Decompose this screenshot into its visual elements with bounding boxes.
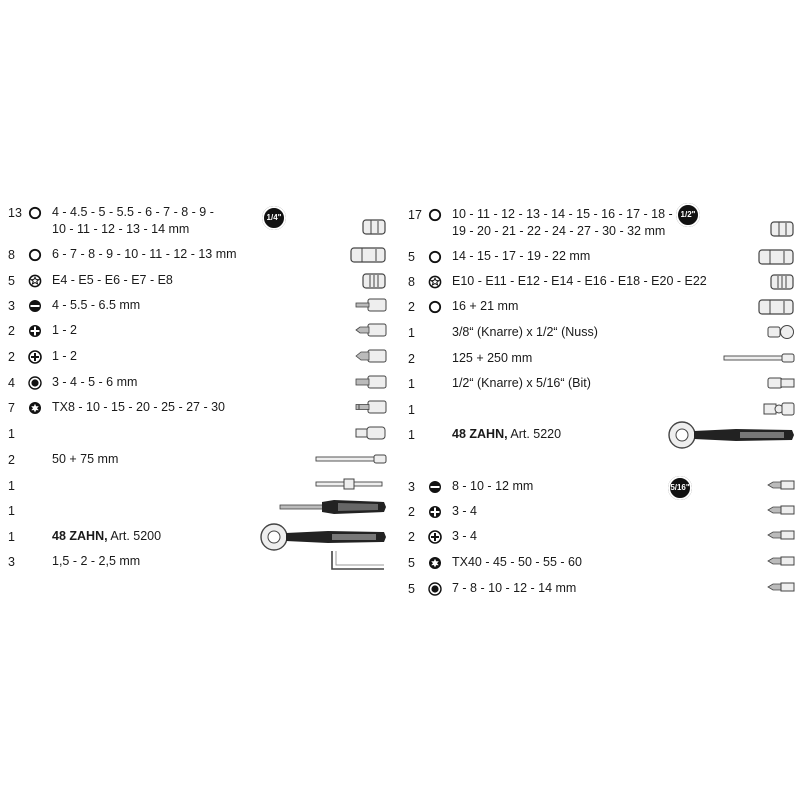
list-item xyxy=(0,348,400,372)
item-description xyxy=(452,478,533,495)
item-sizes-line: 3/8“ (Knarre) x 1/2“ (Nuss) xyxy=(452,325,598,339)
item-description xyxy=(52,399,225,416)
item-quantity: 4 xyxy=(8,376,15,390)
item-sizes-line: 8 - 10 - 12 mm xyxy=(452,479,534,493)
item-name: 48 ZAHN, xyxy=(52,529,108,543)
list-item xyxy=(400,528,800,552)
item-quantity: 5 xyxy=(408,582,415,596)
item-quantity: 1 xyxy=(8,427,15,441)
item-sizes-line: TX8 - 10 - 15 - 20 - 25 - 27 - 30 xyxy=(52,400,225,414)
pozidriv-icon xyxy=(28,350,42,364)
item-sizes-line: 3 - 4 - 5 - 6 mm xyxy=(52,375,138,389)
item-sizes-line: 1 - 2 xyxy=(52,323,78,337)
item-sizes-line: 4 - 4.5 - 5 - 5.5 - 6 - 7 - 8 - 9 - xyxy=(52,205,214,219)
pozidriv-icon xyxy=(428,530,442,544)
list-item xyxy=(0,374,400,398)
item-quantity: 1 xyxy=(408,326,415,340)
drive-size-badge: 5/16" xyxy=(668,476,692,500)
bit-socket-torx-icon xyxy=(354,399,388,420)
torx-icon xyxy=(28,401,42,415)
item-quantity: 17 xyxy=(408,208,422,222)
bit-socket-pz-icon xyxy=(354,348,388,369)
item-article: Art. 5220 xyxy=(507,427,562,441)
item-sizes-line: TX40 - 45 - 50 - 55 - 60 xyxy=(452,555,582,569)
list-item xyxy=(400,503,800,527)
item-description xyxy=(452,206,673,240)
item-sizes-line: 1,5 - 2 - 2,5 mm xyxy=(52,554,141,568)
list-item xyxy=(400,350,800,374)
t-handle-icon xyxy=(314,477,388,496)
item-description xyxy=(52,451,118,468)
list-item xyxy=(400,426,800,450)
torx-icon xyxy=(428,556,442,570)
item-description xyxy=(452,350,532,367)
list-item xyxy=(0,451,400,475)
item-description xyxy=(52,297,140,314)
item-sizes-line: E4 - E5 - E6 - E7 - E8 xyxy=(52,273,173,287)
item-description xyxy=(452,426,561,443)
e-torx-icon xyxy=(428,275,442,289)
adapter-icon xyxy=(354,425,388,446)
item-description xyxy=(452,273,707,290)
bit-socket-hex-icon xyxy=(354,374,388,395)
bit-icon xyxy=(766,503,796,521)
list-item xyxy=(0,272,400,296)
list-item xyxy=(0,297,400,321)
list-item xyxy=(400,375,800,399)
item-sizes-line: 1/2“ (Knarre) x 5/16“ (Bit) xyxy=(452,376,591,390)
ratchet-icon xyxy=(666,420,796,455)
item-quantity: 2 xyxy=(408,300,415,314)
item-quantity: 2 xyxy=(408,505,415,519)
list-item xyxy=(400,324,800,348)
hex-key-icon xyxy=(28,376,42,390)
item-sizes-line: 3 - 4 xyxy=(452,504,478,518)
item-description xyxy=(52,322,77,339)
item-description xyxy=(52,272,173,289)
right-column xyxy=(400,0,800,800)
item-sizes-line: 50 + 75 mm xyxy=(52,452,119,466)
item-sizes-line: 3 - 4 xyxy=(452,529,478,543)
item-sizes-line: 10 - 11 - 12 - 13 - 14 - 15 - 16 - 17 - 18 - xyxy=(452,207,673,221)
item-sizes-line: 125 + 250 mm xyxy=(452,351,533,365)
item-quantity: 8 xyxy=(8,248,15,262)
item-quantity: 3 xyxy=(408,480,415,494)
item-quantity: 2 xyxy=(8,324,15,338)
item-sizes-line: 14 - 15 - 17 - 19 - 22 mm xyxy=(452,249,591,263)
item-quantity: 2 xyxy=(408,352,415,366)
item-name: 48 ZAHN, xyxy=(452,427,508,441)
item-description xyxy=(52,348,77,365)
hex-socket-icon xyxy=(28,206,42,220)
list-item xyxy=(400,273,800,297)
bit-icon xyxy=(766,528,796,546)
socket-long-icon xyxy=(350,246,388,269)
list-item xyxy=(0,425,400,449)
phillips-icon xyxy=(28,324,42,338)
item-sizes-line: 10 - 11 - 12 - 13 - 14 mm xyxy=(52,222,190,236)
item-description xyxy=(452,554,582,571)
u-joint-icon xyxy=(762,401,796,422)
list-item xyxy=(0,246,400,270)
hex-socket-icon xyxy=(428,300,442,314)
item-quantity: 2 xyxy=(8,453,15,467)
extension-icon xyxy=(722,350,796,368)
bit-icon xyxy=(766,580,796,598)
item-sizes-line: 4 - 5.5 - 6.5 mm xyxy=(52,298,141,312)
list-item xyxy=(0,399,400,423)
adapter-socket-icon xyxy=(766,324,796,345)
item-sizes-line: 19 - 20 - 21 - 22 - 24 - 27 - 30 - 32 mm xyxy=(452,224,666,238)
socket-short-icon xyxy=(362,218,388,241)
item-sizes-line: 16 + 21 mm xyxy=(452,299,519,313)
item-quantity: 8 xyxy=(408,275,415,289)
slotted-icon xyxy=(28,299,42,313)
item-sizes-line: E10 - E11 - E12 - E14 - E16 - E18 - E20 - E22 xyxy=(452,274,707,288)
item-description xyxy=(52,246,237,263)
item-quantity: 7 xyxy=(8,401,15,415)
bit-icon xyxy=(766,554,796,572)
item-quantity: 1 xyxy=(408,428,415,442)
list-item xyxy=(400,580,800,604)
item-quantity: 5 xyxy=(408,556,415,570)
item-quantity: 3 xyxy=(8,555,15,569)
item-article: Art. 5200 xyxy=(107,529,162,543)
item-quantity: 2 xyxy=(8,350,15,364)
item-description xyxy=(52,204,214,238)
item-quantity: 2 xyxy=(408,530,415,544)
list-item xyxy=(0,553,400,577)
item-quantity: 13 xyxy=(8,206,22,220)
bit-socket-slot-icon xyxy=(354,297,388,318)
extension-icon xyxy=(314,451,388,469)
list-item xyxy=(400,478,800,502)
item-quantity: 5 xyxy=(408,250,415,264)
item-description xyxy=(452,248,590,265)
bit-icon xyxy=(766,478,796,496)
socket-etorx-icon xyxy=(770,273,796,296)
drive-size-badge: 1/2" xyxy=(676,203,700,227)
item-description xyxy=(452,580,576,597)
item-sizes-line: 7 - 8 - 10 - 12 - 14 mm xyxy=(452,581,577,595)
socket-long-icon xyxy=(758,248,796,271)
allen-key-icon xyxy=(328,547,388,578)
item-description xyxy=(452,375,591,392)
item-quantity: 1 xyxy=(408,377,415,391)
item-description xyxy=(52,374,137,391)
list-item xyxy=(400,298,800,322)
item-quantity: 5 xyxy=(8,274,15,288)
item-description xyxy=(452,503,477,520)
list-item xyxy=(0,322,400,346)
item-description xyxy=(52,528,161,545)
item-quantity: 1 xyxy=(8,530,15,544)
item-sizes-line: 1 - 2 xyxy=(52,349,78,363)
phillips-icon xyxy=(428,505,442,519)
item-quantity: 1 xyxy=(8,479,15,493)
list-item xyxy=(400,206,800,238)
e-torx-icon xyxy=(28,274,42,288)
socket-etorx-icon xyxy=(362,272,388,295)
item-description xyxy=(452,528,477,545)
hex-socket-icon xyxy=(428,250,442,264)
list-item xyxy=(400,248,800,272)
drive-size-badge: 1/4" xyxy=(262,206,286,230)
item-quantity: 3 xyxy=(8,299,15,313)
slotted-icon xyxy=(428,480,442,494)
hex-socket-icon xyxy=(28,248,42,262)
item-description xyxy=(452,324,598,341)
item-quantity: 1 xyxy=(408,403,415,417)
bit-adapter-icon xyxy=(766,375,796,396)
item-sizes-line: 6 - 7 - 8 - 9 - 10 - 11 - 12 - 13 mm xyxy=(52,247,237,261)
hex-key-icon xyxy=(428,582,442,596)
item-quantity: 1 xyxy=(8,504,15,518)
bit-socket-ph-icon xyxy=(354,322,388,343)
item-description xyxy=(452,298,518,315)
list-item xyxy=(400,554,800,578)
item-description xyxy=(52,553,140,570)
list-item xyxy=(0,204,400,236)
socket-short-icon xyxy=(770,220,796,243)
socket-long-icon xyxy=(758,298,796,321)
screwdriver-handle-icon xyxy=(278,496,388,523)
hex-socket-icon xyxy=(428,208,442,222)
